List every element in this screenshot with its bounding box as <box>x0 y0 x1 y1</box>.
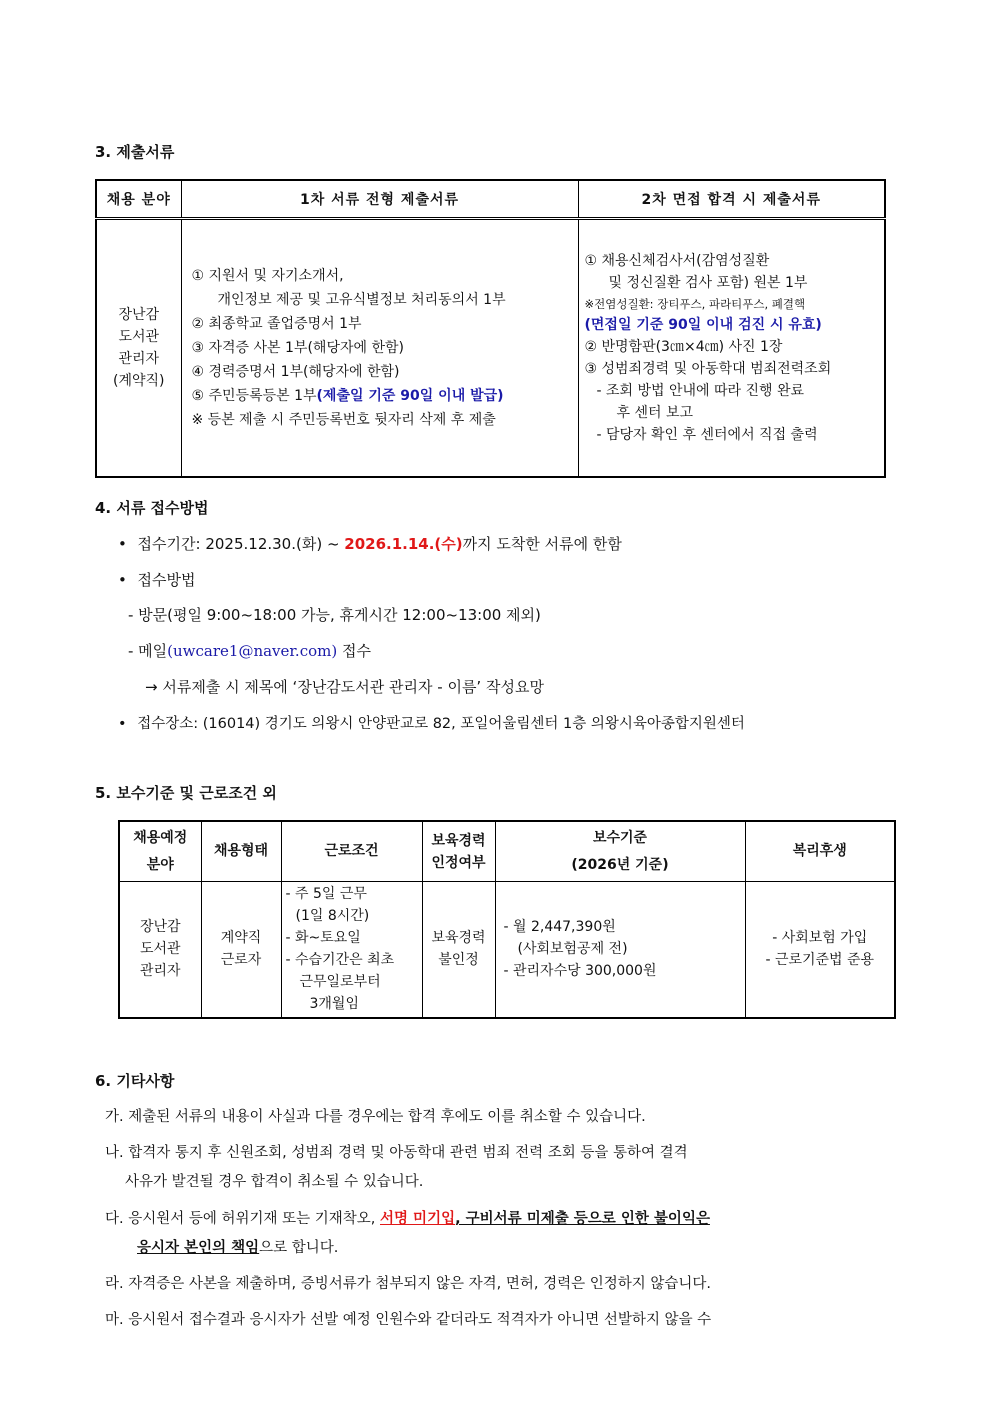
note-da-line2 <box>137 1236 338 1257</box>
note-ra: 라. 자격증은 사본을 제출하며, 증빙서류가 첨부되지 않은 자격, 면허, 경력은 인정하지 않습니다. <box>105 1276 712 1292</box>
note-na-line2: 사유가 발견될 경우 합격이 취소될 수 있습니다. <box>125 1174 424 1190</box>
cell-line: - 주 5일 근무 <box>285 886 367 903</box>
cell-line: 관리자 <box>139 963 181 980</box>
cell-line: 근로자 <box>220 952 262 969</box>
section-4-title: 4. 서류 접수방법 <box>95 499 209 517</box>
method-label: 접수방법 <box>137 571 196 589</box>
role-line: 관리자 <box>118 350 160 367</box>
conditions-cell <box>281 882 422 1018</box>
note-text: 다. 응시원서 등에 허위기재 또는 기재착오, <box>105 1211 380 1227</box>
cell-line: (1일 8시간) <box>295 908 370 925</box>
cell-line: - 월 2,447,390원 <box>503 919 616 936</box>
cell-line: (사회보험공제 전) <box>517 941 628 958</box>
header-salary <box>495 821 745 882</box>
note-ma: 마. 응시원서 접수결과 응시자가 선발 예정 인원수와 같더라도 적격자가 아니면 선발하지 않을 수 <box>105 1312 712 1328</box>
documents-table <box>95 179 886 478</box>
doc-note-highlight: (제출일 기준 90일 이내 발급) <box>316 387 504 404</box>
cell-line: 근무일로부터 <box>299 974 381 991</box>
location-text: 접수장소: (16014) 경기도 의왕시 안양판교로 82, 포일어울림센터 1층 의왕시육아종합지원센터 <box>137 716 745 732</box>
email-text: 접수 <box>337 642 371 660</box>
email-link[interactable]: (uwcare1@naver.com) <box>167 642 338 660</box>
note-highlight: 응시자 본인의 책임 <box>137 1240 260 1256</box>
method-visit: - 방문(평일 9:00~18:00 가능, 휴게시간 12:00~13:00 제외) <box>128 606 541 624</box>
second-stage-docs <box>578 219 885 477</box>
doc-item: ② 최종학교 졸업증명서 1부 <box>191 315 362 332</box>
doc-item: ① 채용신체검사서(감염성질환 <box>584 252 770 269</box>
header-line: 보수기준 <box>592 829 648 846</box>
section-6-title: 6. 기타사항 <box>95 1072 175 1090</box>
header-position <box>119 821 201 882</box>
header-first-stage: 1차 서류 전형 제출서류 <box>181 180 578 219</box>
header-welfare: 복리후생 <box>745 821 895 882</box>
cell-line: 계약직 <box>220 930 262 947</box>
note-highlight: , 구비서류 미제출 등으로 인한 불이익은 <box>455 1211 710 1227</box>
note-na-line1: 나. 합격자 통지 후 신원조회, 성범죄 경력 및 아동학대 관련 범죄 전력 조회 등을 통하여 결격 <box>105 1145 688 1161</box>
header-second-stage: 2차 면접 합격 시 제출서류 <box>578 180 885 219</box>
header-line: 채용예정 <box>133 829 188 846</box>
cell-line: 도서관 <box>139 941 181 958</box>
first-stage-docs <box>181 219 578 477</box>
note-ga: 가. 제출된 서류의 내용이 사실과 다를 경우에는 합격 후에도 이를 취소할 수 있습니다. <box>105 1109 646 1125</box>
doc-item: ② 반명함판(3㎝×4㎝) 사진 1장 <box>584 338 783 355</box>
note-da-line1 <box>105 1207 710 1228</box>
role-line: 장난감 <box>118 306 160 323</box>
period-text-end: 까지 도착한 서류에 한함 <box>462 535 622 553</box>
welfare-cell <box>745 882 895 1018</box>
doc-item: ③ 자격증 사본 1부(해당자에 한함) <box>191 339 404 356</box>
doc-item: 개인정보 제공 및 고유식별정보 처리동의서 1부 <box>217 291 506 308</box>
doc-item: - 조회 방법 안내에 따라 진행 완료 <box>596 382 805 399</box>
doc-item: 후 센터 보고 <box>616 404 694 421</box>
cell-line: 보육경력 <box>431 930 486 947</box>
doc-note-highlight: (면접일 기준 90일 이내 검진 시 유효) <box>584 316 822 333</box>
receipt-period: • 접수기간: 2025.12.30.(화) ~ 2026.1.14.(수)까지 도착한 서류에 한함 <box>118 535 622 553</box>
doc-item: ④ 경력증명서 1부(해당자에 한함) <box>191 363 400 380</box>
cell-line: 장난감 <box>139 919 181 936</box>
deadline-date: 2026.1.14.(수) <box>344 535 463 553</box>
cell-line: - 화~토요일 <box>285 930 361 947</box>
email-subject-note: → 서류제출 시 제목에 ‘장난감도서관 관리자 - 이름’ 작성요망 <box>145 678 544 696</box>
receipt-location: • 접수장소: (16014) 경기도 의왕시 안양판교로 82, 포일어울림센터 1층 의왕시육아종합지원센터 <box>118 716 745 732</box>
header-line: 보육경력 <box>431 832 486 849</box>
header-line: (2026년 기준) <box>571 856 669 873</box>
doc-note: ※전염성질환: 장티푸스, 파라티푸스, 폐결핵 <box>584 296 806 311</box>
section-3-title: 3. 제출서류 <box>95 143 175 161</box>
experience-cell <box>422 882 495 1018</box>
type-cell <box>201 882 281 1018</box>
role-cell <box>96 219 181 477</box>
note-highlight-red: 서명 미기입 <box>380 1211 456 1227</box>
receipt-method: • 접수방법 <box>118 571 196 589</box>
email-label: - 메일 <box>128 642 168 660</box>
header-line: 분야 <box>146 856 174 873</box>
header-field: 채용 분야 <box>96 180 181 219</box>
doc-item <box>192 384 577 408</box>
header-experience <box>422 821 495 882</box>
header-line: 인정여부 <box>431 854 486 871</box>
role-line: (계약직) <box>113 372 165 389</box>
doc-item: - 담당자 확인 후 센터에서 직접 출력 <box>596 426 818 443</box>
role-line: 도서관 <box>118 328 160 345</box>
period-text: 접수기간: 2025.12.30.(화) ~ <box>137 535 345 553</box>
header-conditions: 근로조건 <box>281 821 422 882</box>
position-cell <box>119 882 201 1018</box>
cell-line: - 수습기간은 최초 <box>285 952 395 969</box>
doc-text: ⑤ 주민등록등본 1부 <box>191 387 317 404</box>
doc-item: 및 정신질환 검사 포함) 원본 1부 <box>608 274 808 291</box>
salary-cell <box>495 882 745 1018</box>
section-5-title: 5. 보수기준 및 근로조건 외 <box>95 784 277 802</box>
method-email <box>128 640 371 661</box>
cell-line: - 근로기준법 준용 <box>765 952 875 969</box>
cell-line: - 사회보험 가입 <box>772 930 868 947</box>
doc-item: ③ 성범죄경력 및 아동학대 범죄전력조회 <box>584 360 832 377</box>
cell-line: - 관리자수당 300,000원 <box>503 963 657 980</box>
cell-line: 불인정 <box>438 952 479 969</box>
doc-note: ※ 등본 제출 시 주민등록번호 뒷자리 삭제 후 제출 <box>191 411 496 428</box>
header-type: 채용형태 <box>201 821 281 882</box>
note-text: 으로 합니다. <box>259 1240 339 1256</box>
conditions-table <box>118 820 896 1019</box>
doc-item: ① 지원서 및 자기소개서, <box>191 267 344 284</box>
cell-line: 3개월임 <box>309 996 359 1013</box>
